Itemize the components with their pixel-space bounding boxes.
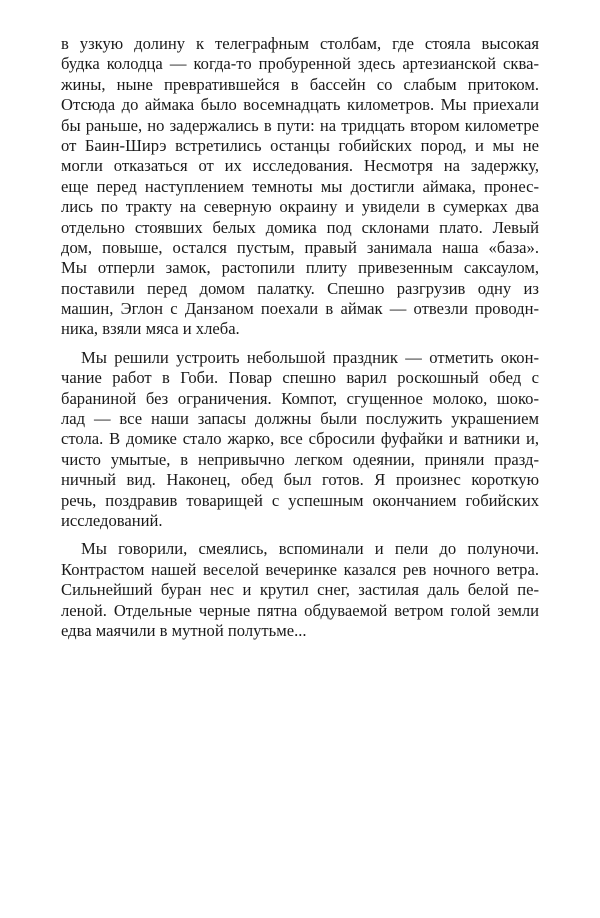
page-text xyxy=(61,34,539,641)
text-line: бараниной без ограничения. Компот, сгущенное молоко, шоко- xyxy=(61,388,539,408)
text-line: будка колодца — когда-то пробуренной здесь артезианской сква- xyxy=(61,54,539,74)
text-line: Мы решили устроить небольшой праздник — отметить окон- xyxy=(81,347,539,367)
text-line: Сильнейший буран нес и крутил снег, застилая даль белой пе- xyxy=(61,580,539,600)
text-line: Контрастом нашей веселой вечеринке казался рев ночного ветра. xyxy=(61,559,539,579)
text-line: ника, взяли мяса и хлеба. xyxy=(61,319,240,339)
paragraph-gap xyxy=(61,340,539,348)
text-line: могли отказаться от их исследования. Несмотря на задержку, xyxy=(61,156,539,176)
text-line: машин, Эглон с Данзаном поехали в аймак — отвезли проводн- xyxy=(61,299,539,319)
text-line: лись по тракту на северную окраину и увидели в сумерках два xyxy=(61,197,539,217)
text-line: бы раньше, но задержались в пути: на тридцать втором километре xyxy=(61,115,539,135)
text-line: поставили перед домом палатку. Спешно разгрузив одну из xyxy=(61,278,539,298)
text-line: едва маячили в мутной полутьме... xyxy=(61,620,307,640)
text-line: еще перед наступлением темноты мы достигли аймака, пронес- xyxy=(61,176,539,196)
text-line: Мы говорили, смеялись, вспоминали и пели до полуночи. xyxy=(81,539,539,559)
text-line: от Баин-Ширэ встретились останцы гобийских пород, и мы не xyxy=(61,135,539,155)
paragraph-gap xyxy=(61,531,539,539)
text-line: чание работ в Гоби. Повар спешно варил роскошный обед с xyxy=(61,368,539,388)
text-line: исследований. xyxy=(61,510,163,530)
text-line: стола. В домике стало жарко, все сбросили фуфайки и ватники и, xyxy=(61,429,539,449)
paragraph-3 xyxy=(61,539,539,641)
text-line: ничный вид. Наконец, обед был готов. Я произнес короткую xyxy=(61,470,539,490)
text-line: леной. Отдельные черные пятна обдуваемой ветром голой земли xyxy=(61,600,539,620)
text-line: в узкую долину к телеграфным столбам, где стояла высокая xyxy=(61,34,539,53)
text-line: жины, ныне превратившейся в бассейн со слабым притоком. xyxy=(61,74,539,94)
text-line: чисто умытые, в непривычно легком одеянии, приняли празд- xyxy=(61,449,539,469)
text-line: отдельно стоявших белых домика под склонами плато. Левый xyxy=(61,217,539,237)
text-line: Отсюда до аймака было восемнадцать километров. Мы приехали xyxy=(61,95,539,115)
text-line: дом, повыше, остался пустым, правый занимала наша «база». xyxy=(61,237,539,257)
text-line: речь, поздравив товарищей с успешным окончанием гобийских xyxy=(61,490,539,510)
text-line: Мы отперли замок, растопили плиту привезенным саксаулом, xyxy=(61,258,539,278)
paragraph-2 xyxy=(61,348,539,532)
paragraph-1 xyxy=(61,34,539,340)
text-line: лад — все наши запасы должны были послужить украшением xyxy=(61,409,539,429)
